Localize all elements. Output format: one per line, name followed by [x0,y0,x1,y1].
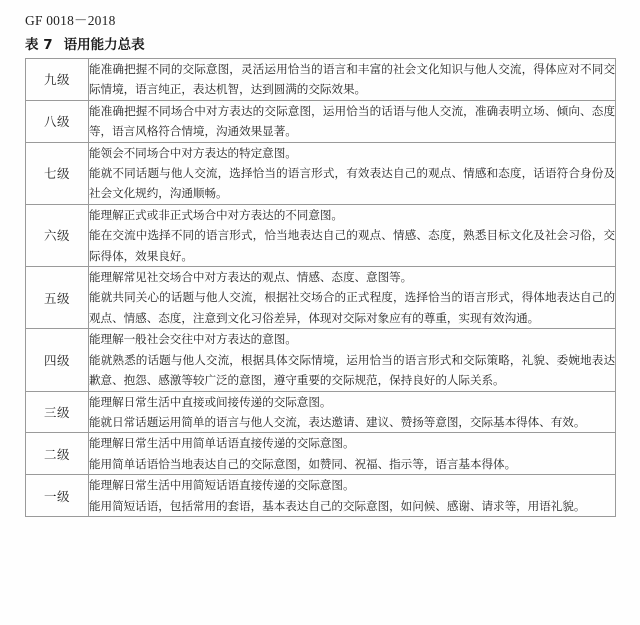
description-line: 能准确把握不同的交际意图，灵活运用恰当的语言和丰富的社会文化知识与他人交流，得体应对不同交际情境，语言纯正，表达机智，达到圆满的交际效果。 [89,62,615,97]
level-label-cell: 三级 [26,391,89,433]
table-row [26,267,616,329]
table-row [26,142,616,204]
description-line: 能就共同关心的话题与他人交流，根据社交场合的正式程度，选择恰当的语言形式，得体地表达自己的观点、情感、态度，注意到文化习俗差异，体现对交际对象应有的尊重，实现有效沟通。 [89,290,615,325]
level-description-cell [89,475,616,517]
level-label-cell: 五级 [26,267,89,329]
level-table-container [25,58,615,517]
level-description-cell [89,204,616,266]
description-line: 能就日常话题运用简单的语言与他人交流，表达邀请、建议、赞扬等意图，交际基本得体、有效。 [89,414,586,429]
level-description-cell [89,267,616,329]
table-body [26,59,616,517]
level-description-cell [89,59,616,101]
table-row [26,475,616,517]
description-line: 能理解常见社交场合中对方表达的观点、情感、态度、意图等。 [89,270,413,285]
level-description-cell [89,329,616,391]
level-label-cell: 二级 [26,433,89,475]
description-line: 能准确把握不同场合中对方表达的交际意图，运用恰当的话语与他人交流，准确表明立场、倾向、态度等，语言风格符合情境，沟通效果显著。 [89,103,615,139]
description-line: 能就熟悉的话题与他人交流，根据具体交际情境，运用恰当的语言形式和交际策略，礼貌、委婉地表达歉意、抱怨、感激等较广泛的意图，遵守重要的交际规范，保持良好的人际关系。 [89,352,615,388]
description-line: 能理解日常生活中用简短话语直接传递的交际意图。 [89,478,355,493]
pragmatic-competence-table [25,58,616,517]
table-caption [25,33,145,53]
description-line: 能领会不同场合中对方表达的特定意图。 [89,145,297,160]
level-label-cell: 一级 [26,475,89,517]
description-line: 能理解日常生活中用简单话语直接传递的交际意图。 [89,436,355,451]
table-caption-label: 表 7 [25,37,53,53]
description-line: 能就不同话题与他人交流，选择恰当的语言形式，有效表达自己的观点、情感和态度，话语符合身份及社会文化规约，沟通顺畅。 [89,166,615,201]
level-description-cell [89,391,616,433]
table-row [26,433,616,475]
level-label-cell: 六级 [26,204,89,266]
level-description-cell [89,100,616,142]
level-label-cell: 七级 [26,142,89,204]
level-description-cell [89,142,616,204]
description-line: 能理解一般社会交往中对方表达的意图。 [89,332,297,347]
description-line: 能用简单话语恰当地表达自己的交际意图，如赞同、祝福、指示等，语言基本得体。 [89,456,517,471]
table-row [26,100,616,142]
table-row [26,391,616,433]
document-standard-code: GF 0018－2018 [25,13,116,28]
level-label-cell: 四级 [26,329,89,391]
description-line: 能理解正式或非正式场合中对方表达的不同意图。 [89,207,343,222]
table-row [26,59,616,101]
table-row [26,329,616,391]
level-label-cell: 九级 [26,59,89,101]
level-label-cell: 八级 [26,100,89,142]
table-caption-title: 语用能力总表 [63,37,145,53]
table-row [26,204,616,266]
description-line: 能理解日常生活中直接或间接传递的交际意图。 [89,394,332,409]
level-description-cell [89,433,616,475]
description-line: 能用简短话语，包括常用的套语，基本表达自己的交际意图，如问候、感谢、请求等，用语礼貌。 [89,498,586,513]
description-line: 能在交流中选择不同的语言形式，恰当地表达自己的观点、情感、态度，熟悉目标文化及社会习俗，交际得体，效果良好。 [89,228,615,263]
